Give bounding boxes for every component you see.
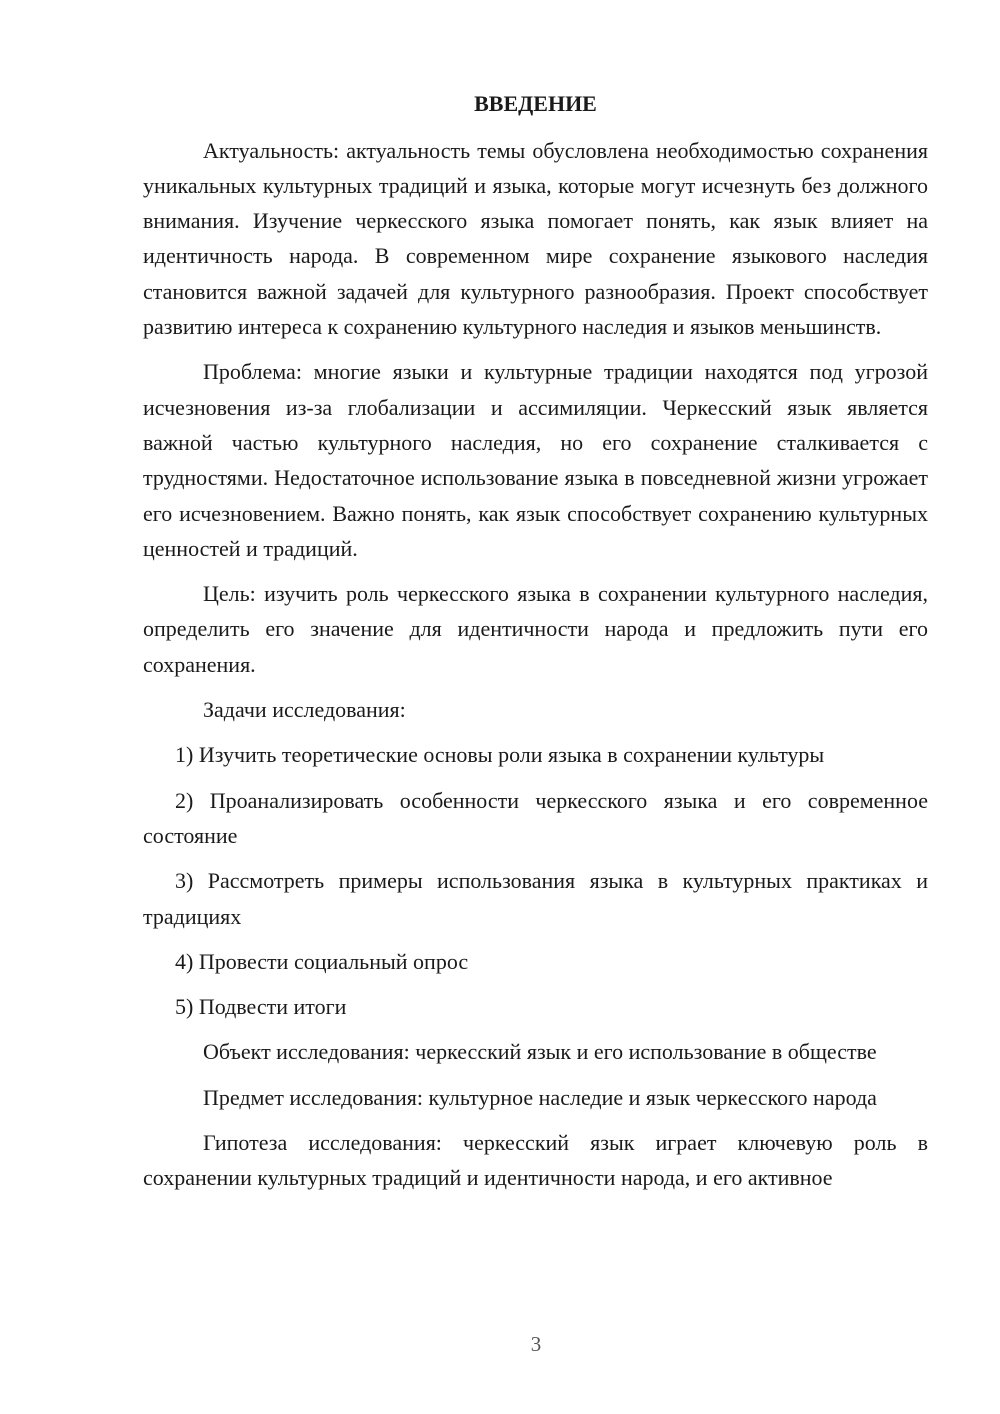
paragraph-object: Объект исследования: черкесский язык и его использование в обществе xyxy=(203,1039,877,1065)
list-item: 5) Подвести итоги xyxy=(175,994,347,1020)
list-item: 2) Проанализировать особенности черкесского языка и его современное состояние xyxy=(143,787,928,848)
tasks-heading: Задачи исследования: xyxy=(203,697,406,723)
page-number: 3 xyxy=(530,1332,542,1356)
paragraph-relevance: Актуальность: актуальность темы обусловлена необходимостью сохранения уникальных культурных традиций и языка, которые могут исчезнуть без должного внимания. Изучение черкесского языка помогает понять, как язык влияет на идентичность народа. В современном мире сохранение языкового наследия становится важной задачей для культурного разнообразия. Проект способствует развитию интереса к сохранению культурного наследия и языков меньшинств. xyxy=(143,137,928,340)
paragraph-goal: Цель: изучить роль черкесского языка в сохранении культурного наследия, определить его значение для идентичности народа и предложить пути его сохранения. xyxy=(143,581,928,677)
paragraph-hypothesis: Гипотеза исследования: черкесский язык играет ключевую роль в сохранении культурных традиций и идентичности народа, и его активное xyxy=(143,1130,928,1191)
list-item: 3) Рассмотреть примеры использования языка в культурных практиках и традициях xyxy=(143,868,928,929)
paragraph-subject: Предмет исследования: культурное наследие и язык черкесского народа xyxy=(203,1084,877,1110)
section-title: ВВЕДЕНИЕ xyxy=(474,91,597,116)
document-page xyxy=(143,90,928,1206)
list-item: 1) Изучить теоретические основы роли языка в сохранении культуры xyxy=(175,742,825,768)
paragraph-problem: Проблема: многие языки и культурные традиции находятся под угрозой исчезновения из-за глобализации и ассимиляции. Черкесский язык является важной частью культурного наследия, но его сохранение сталкивается с трудностями. Недостаточное использование языка в повседневной жизни угрожает его исчезновением. Важно понять, как язык способствует сохранению культурных ценностей и традиций. xyxy=(143,359,928,561)
list-item: 4) Провести социальный опрос xyxy=(175,948,469,974)
tasks-list xyxy=(143,737,928,1024)
